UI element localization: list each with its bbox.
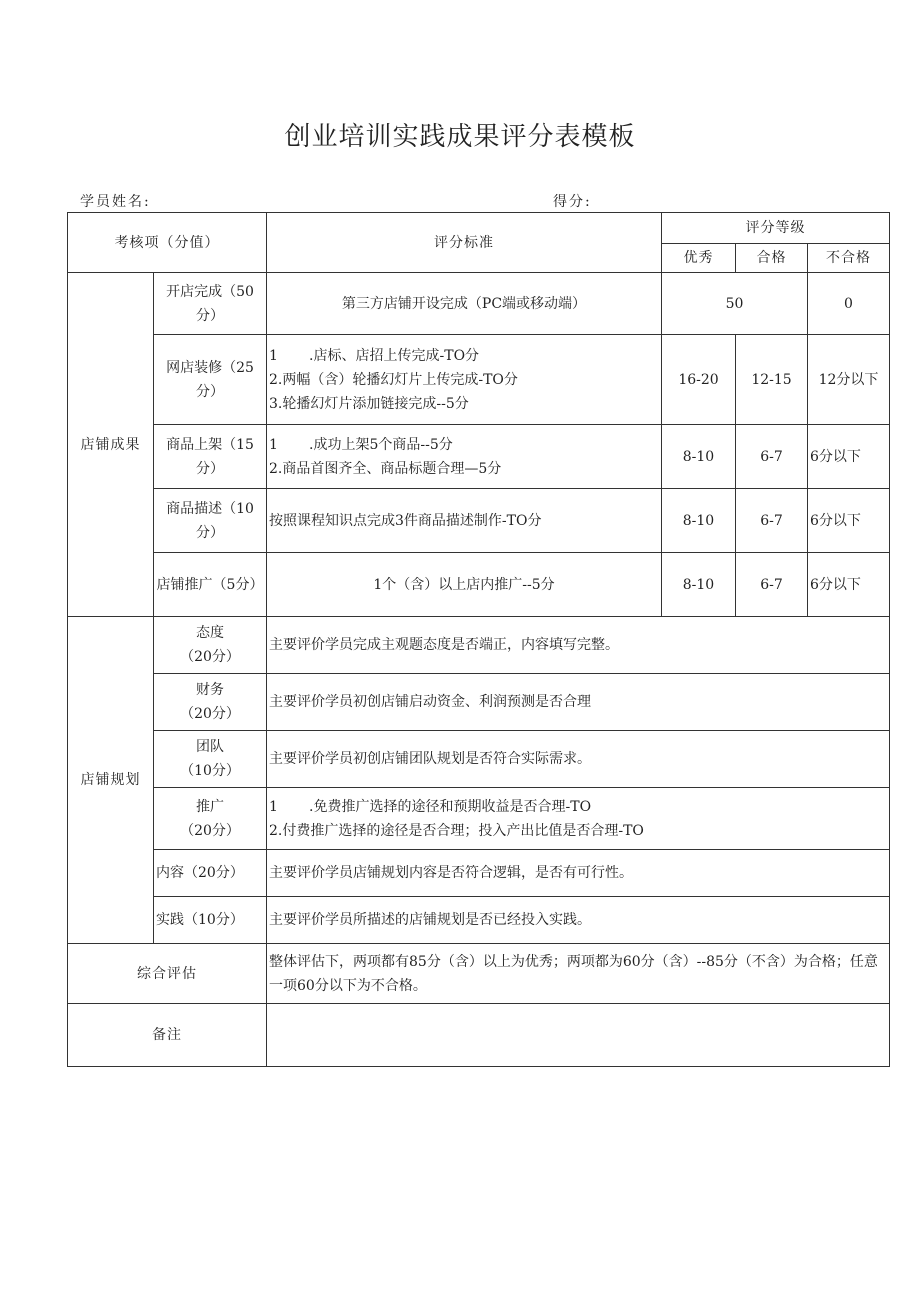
item-cell: 网店装修（25分） bbox=[154, 335, 267, 425]
scoring-table bbox=[67, 212, 890, 1067]
header-grade: 评分等级 bbox=[662, 213, 890, 244]
criteria-cell: 主要评价学员初创店铺团队规划是否符合实际需求。 bbox=[267, 731, 890, 788]
page-title: 创业培训实践成果评分表模板 bbox=[284, 122, 636, 152]
criteria-cell: 主要评价学员完成主观题态度是否端正，内容填写完整。 bbox=[267, 617, 890, 674]
criteria-cell: 主要评价学员店铺规划内容是否符合逻辑，是否有可行性。 bbox=[267, 850, 890, 897]
criteria-cell: 主要评价学员所描述的店铺规划是否已经投入实践。 bbox=[267, 897, 890, 944]
item-cell: 团队 （10分） bbox=[154, 731, 267, 788]
overall-label: 综合评估 bbox=[68, 944, 267, 1004]
header-excellent: 优秀 bbox=[662, 244, 736, 273]
remarks-field[interactable] bbox=[267, 1004, 890, 1067]
criteria-cell: 1个（含）以上店内推广--5分 bbox=[267, 553, 662, 617]
criteria-cell: 1 .成功上架5个商品--5分 2.商品首图齐全、商品标题合理—5分 bbox=[267, 425, 662, 489]
criteria-cell: 1 .免费推广选择的途径和预期收益是否合理-TO 2.付费推广选择的途径是否合理；投入产出比值是否合理-TO bbox=[267, 788, 890, 850]
grade-pass: 6-7 bbox=[736, 425, 808, 489]
criteria-cell: 主要评价学员初创店铺启动资金、利润预测是否合理 bbox=[267, 674, 890, 731]
grade-fail: 6分以下 bbox=[808, 425, 890, 489]
grade-pass: 12-15 bbox=[736, 335, 808, 425]
grade-fail: 6分以下 bbox=[808, 489, 890, 553]
grade-pass: 6-7 bbox=[736, 489, 808, 553]
student-name-label: 学员姓名: bbox=[80, 194, 151, 210]
item-cell: 商品上架（15分） bbox=[154, 425, 267, 489]
grade-excellent: 8-10 bbox=[662, 553, 736, 617]
header-fail: 不合格 bbox=[808, 244, 890, 273]
item-cell: 态度 （20分） bbox=[154, 617, 267, 674]
item-cell: 财务 （20分） bbox=[154, 674, 267, 731]
header-criteria: 评分标准 bbox=[267, 213, 662, 273]
section-shop-results: 店铺成果 bbox=[68, 273, 154, 617]
grade-excellent: 16-20 bbox=[662, 335, 736, 425]
overall-text: 整体评估下，两项都有85分（含）以上为优秀；两项都为60分（含）--85分（不含）为合格；任意一项60分以下为不合格。 bbox=[267, 944, 890, 1004]
grade-excellent: 8-10 bbox=[662, 425, 736, 489]
grade-excellent-pass: 50 bbox=[662, 273, 808, 335]
criteria-cell: 1 .店标、店招上传完成-TO分 2.两幅（含）轮播幻灯片上传完成-TO分 3.轮播幻灯片添加链接完成--5分 bbox=[267, 335, 662, 425]
criteria-cell: 第三方店铺开设完成（PC端或移动端） bbox=[267, 273, 662, 335]
criteria-cell: 按照课程知识点完成3件商品描述制作-TO分 bbox=[267, 489, 662, 553]
item-cell: 实践（10分） bbox=[154, 897, 267, 944]
section-shop-planning: 店铺规划 bbox=[68, 617, 154, 944]
item-cell: 开店完成（50分） bbox=[154, 273, 267, 335]
remarks-label: 备注 bbox=[68, 1004, 267, 1067]
header-item: 考核项（分值） bbox=[68, 213, 267, 273]
item-cell: 推广 （20分） bbox=[154, 788, 267, 850]
grade-fail: 12分以下 bbox=[808, 335, 890, 425]
grade-excellent: 8-10 bbox=[662, 489, 736, 553]
item-cell: 店铺推广（5分） bbox=[154, 553, 267, 617]
grade-fail: 6分以下 bbox=[808, 553, 890, 617]
score-label: 得分: bbox=[553, 194, 592, 210]
grade-fail: 0 bbox=[808, 273, 890, 335]
item-cell: 内容（20分） bbox=[154, 850, 267, 897]
item-cell: 商品描述（10分） bbox=[154, 489, 267, 553]
grade-pass: 6-7 bbox=[736, 553, 808, 617]
header-pass: 合格 bbox=[736, 244, 808, 273]
